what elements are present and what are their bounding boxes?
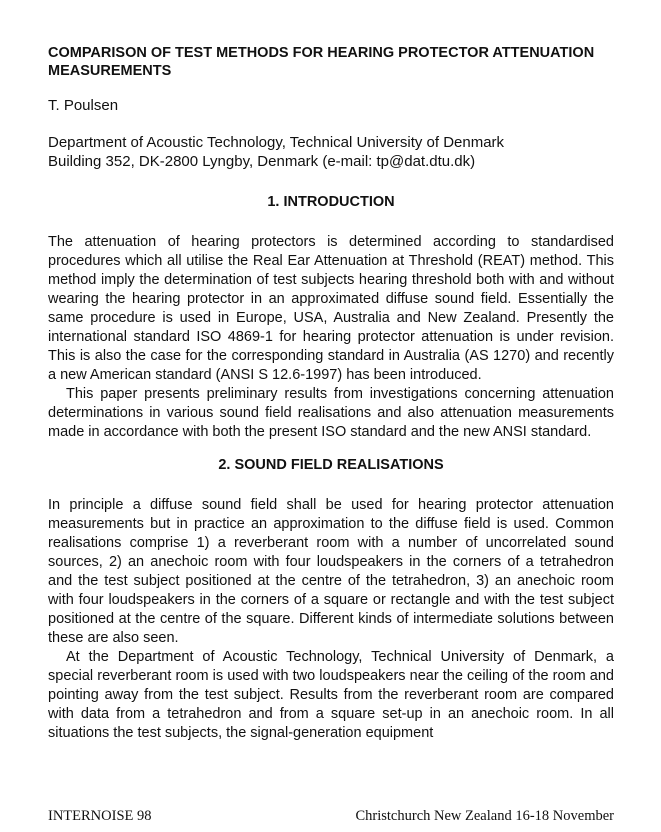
- paragraph: The attenuation of hearing protectors is determined according to standardised procedures which all utilise the Real Ear Attenuation at Threshold (REAT) method. This method imply the determination of test subjects hearing threshold both with and without wearing the hearing protector in an approximated diffuse sound field. Essentially the same procedure is used in Europe, USA, Australia and New Zealand. Presently the international standard ISO 4869-1 for hearing protector attenuation is under revision. This is also the case for the corresponding standard in Australia (AS 1270) and recently a new American standard (ANSI S 12.6-1997) has been introduced.: [48, 234, 614, 383]
- paragraph: In principle a diffuse sound field shall be used for hearing protector attenuation measurements but in practice an approximation to the diffuse field is used. Common realisations comprise 1) a reverberant room with a number of uncorrelated sound sources, 2) an anechoic room with four loudspeakers in the corners of a tetrahedron and the test subject positioned at the centre of the tetrahedron, 3) an anechoic room with four loudspeakers in the corners of a square or rectangle and with the test subject positioned at the centre of the square. Different kinds of intermediate solutions between these are also seen.: [48, 497, 614, 646]
- paper-title: COMPARISON OF TEST METHODS FOR HEARING PROTECTOR ATTENUATION MEASUREMENTS: [48, 45, 595, 79]
- author-affiliation: [48, 133, 614, 171]
- affiliation-line: Building 352, DK-2800 Lyngby, Denmark (e-mail: tp@dat.dtu.dk): [48, 153, 476, 170]
- footer-location-date: Christchurch New Zealand 16-18 November: [355, 808, 614, 824]
- affiliation-line: Department of Acoustic Technology, Technical University of Denmark: [48, 134, 505, 151]
- paragraph: This paper presents preliminary results from investigations concerning attenuation determinations in various sound field realisations and also attenuation measurements made in accordance with both the present ISO standard and the new ANSI standard.: [48, 386, 614, 440]
- footer-conference: INTERNOISE 98: [48, 808, 152, 824]
- section-heading-sound-field-realisations: 2. SOUND FIELD REALISATIONS: [218, 457, 444, 473]
- paragraph: At the Department of Acoustic Technology, Technical University of Denmark, a special reverberant room is used with two loudspeakers near the ceiling of the room and pointing away from the test subject. Results from the reverberant room are compared with data from a tetrahedron and from a square set-up in an anechoic room. In all situations the test subjects, the signal-generation equipment: [48, 649, 614, 741]
- page-footer: [48, 807, 614, 825]
- author-name: T. Poulsen: [48, 97, 119, 114]
- section-heading-introduction: 1. INTRODUCTION: [267, 194, 395, 210]
- paper-page: [48, 44, 614, 743]
